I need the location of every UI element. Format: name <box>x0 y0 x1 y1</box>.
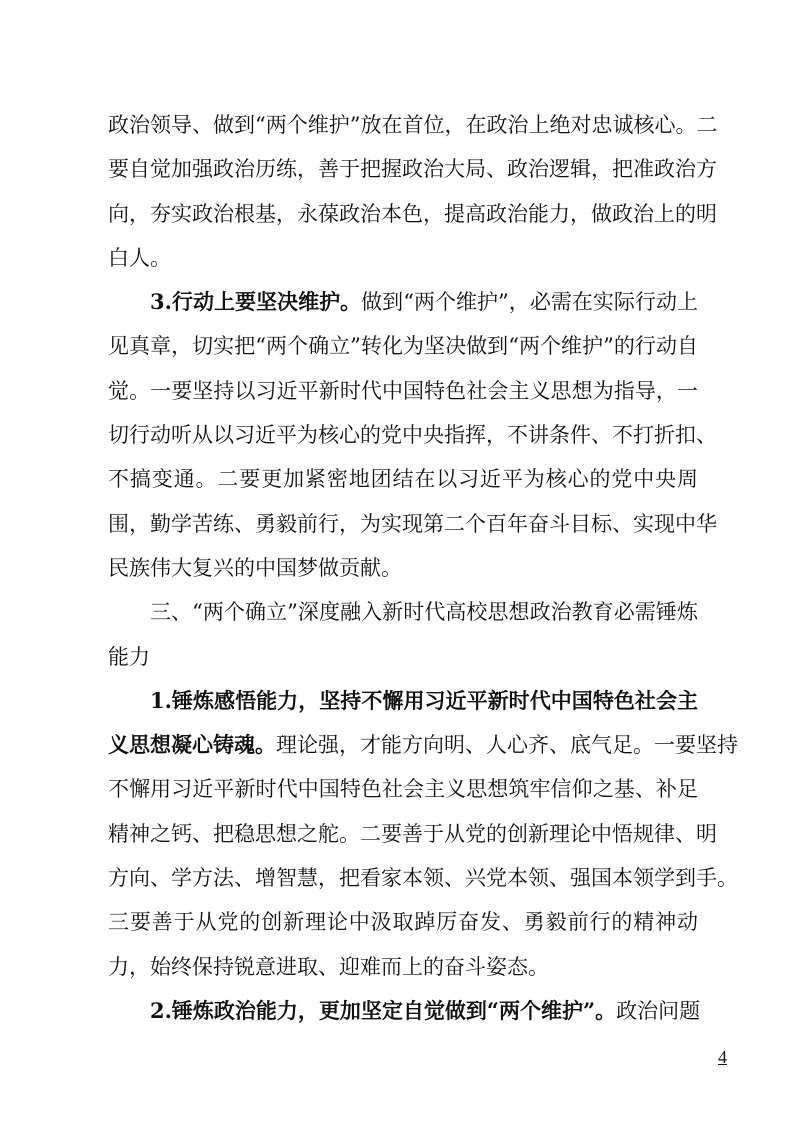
line-segment: 白人。 <box>108 245 171 270</box>
line-segment: 方向、学方法、增智慧，把看家本领、兴党本领、强国本领学到手。 <box>108 866 738 891</box>
text-line-16 <box>108 767 698 811</box>
subheading-action: 3.行动上要坚决维护。 <box>150 289 362 315</box>
text-line-19 <box>108 900 698 944</box>
text-line-10 <box>108 502 717 546</box>
subheading-political: 2.锤炼政治能力，更加坚定自觉做到“两个维护”。 <box>150 997 617 1023</box>
line-segment: 不懈用习近平新时代中国特色社会主义思想筑牢信仰之基、补足 <box>108 777 698 802</box>
text-line-17 <box>108 812 717 856</box>
line-segment: 觉。一要坚持以习近平新时代中国特色社会主义思想为指导，一 <box>108 378 698 403</box>
subheading-perception: 1.锤炼感悟能力，坚持不懈用习近平新时代中国特色社会主 <box>150 687 698 713</box>
line-segment: 不搞变通。二要更加紧密地团结在以习近平为核心的党中央周 <box>108 467 698 492</box>
page-number: 4 <box>718 1047 727 1067</box>
line-segment: 精神之钙、把稳思想之舵。二要善于从党的创新理论中悟规律、明 <box>108 821 717 846</box>
text-line-9 <box>108 457 698 501</box>
line-segment: 政治领导、做到“两个维护”放在首位，在政治上绝对忠诚核心。二 <box>108 113 718 137</box>
text-line-1 <box>108 103 718 147</box>
line-segment: 要自觉加强政治历练，善于把握政治大局、政治逻辑，把准政治方 <box>108 157 717 182</box>
line-segment: 民族伟大复兴的中国梦做贡献。 <box>108 555 402 580</box>
text-line-4 <box>108 236 698 280</box>
text-line-15 <box>108 723 738 767</box>
line-segment: 围，勤学苦练、勇毅前行，为实现第二个百年奋斗目标、实现中华 <box>108 511 717 536</box>
line-segment: 力，始终保持锐意进取、迎难而上的奋斗姿态。 <box>108 954 549 979</box>
text-line-2 <box>108 147 717 191</box>
text-line-3 <box>108 192 717 236</box>
section-heading-text: 三、“两个确立”深度融入新时代高校思想政治教育必需锤炼 <box>150 600 698 625</box>
line-segment: 向，夯实政治根基，永葆政治本色，提高政治能力，做政治上的明 <box>108 201 717 226</box>
line-segment: 理论强，才能方向明、人心齐、底气足。一要坚持 <box>276 733 738 758</box>
section-heading-three <box>108 590 698 634</box>
subheading-line-political <box>108 989 701 1033</box>
subheading-line-action <box>108 280 698 324</box>
text-line-8 <box>108 413 717 457</box>
text-line-11 <box>108 546 698 590</box>
section-heading-three-cont <box>108 635 698 679</box>
subheading-perception-cont: 义思想凝心铸魂。 <box>108 732 276 758</box>
section-heading-text: 能力 <box>108 644 150 669</box>
text-line-18 <box>108 856 738 900</box>
line-segment: 做到“两个维护”，必需在实际行动上 <box>361 290 698 315</box>
line-segment: 切行动听从以习近平为核心的党中央指挥，不讲条件、不打折扣、 <box>108 423 717 448</box>
line-segment: 三要善于从党的创新理论中汲取踔厉奋发、勇毅前行的精神动 <box>108 910 698 935</box>
subheading-line-perception <box>108 679 698 723</box>
line-segment: 见真章，切实把“两个确立”转化为坚决做到“两个维护”的行动自 <box>108 334 698 359</box>
text-line-20 <box>108 945 698 989</box>
document-page <box>108 103 738 1033</box>
text-line-6 <box>108 324 698 368</box>
line-segment: 政治问题 <box>616 998 701 1023</box>
text-line-7 <box>108 369 698 413</box>
